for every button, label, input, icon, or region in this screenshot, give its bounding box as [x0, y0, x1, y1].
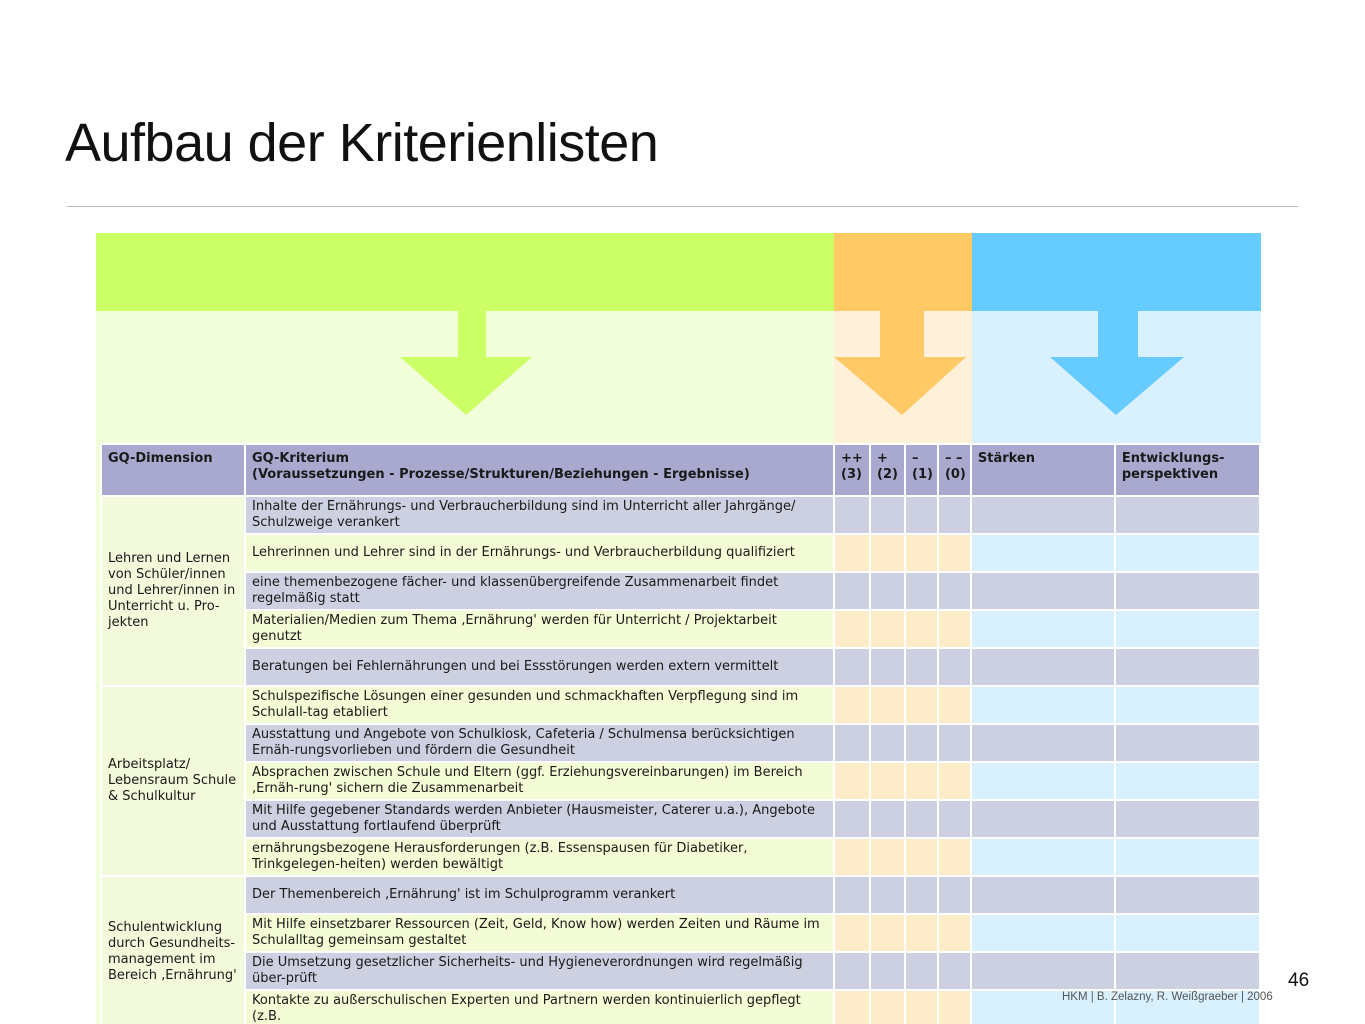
scale-0-cell[interactable]	[938, 496, 971, 534]
strengths-cell[interactable]	[971, 952, 1115, 990]
scale-0-cell[interactable]	[938, 724, 971, 762]
scale-1-cell[interactable]	[905, 610, 938, 648]
scale-0-cell[interactable]	[938, 610, 971, 648]
criterion-cell: Kontakte zu außerschulischen Experten und Partnern werden kontinuierlich gepflegt (z.B.	[245, 990, 834, 1024]
scale-3-cell[interactable]	[834, 876, 870, 914]
table-row	[101, 724, 1260, 762]
slide-title: Aufbau der Kriterienlisten	[65, 113, 659, 173]
dimension-cell: Lehren und Lernen von Schüler/innen und Lehrer/innen in Unterricht u. Pro-jekten	[101, 496, 245, 686]
criterion-cell: Schulspezifische Lösungen einer gesunden und schmackhaften Verpflegung sind im Schulall-tag etabliert	[245, 686, 834, 724]
scale-2-cell[interactable]	[870, 686, 905, 724]
development-cell[interactable]	[1115, 610, 1260, 648]
header-development: Entwicklungs-perspektiven	[1115, 444, 1260, 496]
criterion-cell: Mit Hilfe einsetzbarer Ressourcen (Zeit, Geld, Know how) werden Zeiten und Räume im Schulalltag gemeinsam gestaltet	[245, 914, 834, 952]
blue-arrow-down-icon	[1046, 311, 1186, 421]
scale-2-cell[interactable]	[870, 990, 905, 1024]
strengths-cell[interactable]	[971, 610, 1115, 648]
blue-band	[972, 233, 1261, 311]
scale-2-cell[interactable]	[870, 838, 905, 876]
strengths-cell[interactable]	[971, 838, 1115, 876]
scale-2-cell[interactable]	[870, 572, 905, 610]
scale-3-cell[interactable]	[834, 914, 870, 952]
scale-1-cell[interactable]	[905, 952, 938, 990]
table-row	[101, 534, 1260, 572]
table-row	[101, 572, 1260, 610]
criterion-cell: Lehrerinnen und Lehrer sind in der Ernährungs- und Verbraucherbildung qualifiziert	[245, 534, 834, 572]
development-cell[interactable]	[1115, 762, 1260, 800]
scale-symbol: +	[877, 451, 888, 466]
scale-1-cell[interactable]	[905, 648, 938, 686]
scale-1-cell[interactable]	[905, 800, 938, 838]
header-strengths: Stärken	[971, 444, 1115, 496]
scale-symbol: –	[912, 451, 919, 466]
title-divider	[67, 206, 1298, 207]
scale-2-cell[interactable]	[870, 648, 905, 686]
development-cell[interactable]	[1115, 838, 1260, 876]
criterion-cell: Der Themenbereich ‚Ernährung' ist im Schulprogramm verankert	[245, 876, 834, 914]
criteria-list-figure	[96, 233, 1261, 1024]
scale-3-cell[interactable]	[834, 610, 870, 648]
scale-2-cell[interactable]	[870, 800, 905, 838]
development-cell[interactable]	[1115, 952, 1260, 990]
criteria-table-body	[101, 496, 1260, 1024]
scale-1-cell[interactable]	[905, 686, 938, 724]
criterion-cell: Materialien/Medien zum Thema ‚Ernährung' werden für Unterricht / Projektarbeit genutzt	[245, 610, 834, 648]
scale-1-cell[interactable]	[905, 572, 938, 610]
scale-0-cell[interactable]	[938, 876, 971, 914]
table-row	[101, 838, 1260, 876]
strengths-cell[interactable]	[971, 496, 1115, 534]
scale-0-cell[interactable]	[938, 572, 971, 610]
scale-3-cell[interactable]	[834, 648, 870, 686]
scale-1-cell[interactable]	[905, 990, 938, 1024]
scale-1-cell[interactable]	[905, 534, 938, 572]
scale-0-cell[interactable]	[938, 534, 971, 572]
strengths-cell[interactable]	[971, 686, 1115, 724]
scale-1-cell[interactable]	[905, 724, 938, 762]
header-criterion	[245, 444, 834, 496]
header-criterion-subtitle: (Voraussetzungen - Prozesse/Strukturen/Beziehungen - Ergebnisse)	[252, 467, 750, 482]
table-row	[101, 686, 1260, 724]
development-cell[interactable]	[1115, 800, 1260, 838]
table-row	[101, 800, 1260, 838]
scale-value: (2)	[877, 467, 898, 482]
table-row	[101, 952, 1260, 990]
scale-2-cell[interactable]	[870, 610, 905, 648]
scale-3-cell[interactable]	[834, 534, 870, 572]
criterion-cell: Die Umsetzung gesetzlicher Sicherheits- und Hygieneverordnungen wird regelmäßig über-prüft	[245, 952, 834, 990]
scale-1-cell[interactable]	[905, 762, 938, 800]
scale-value: (0)	[944, 467, 966, 482]
green-band	[96, 233, 834, 311]
scale-1-cell[interactable]	[905, 838, 938, 876]
strengths-cell[interactable]	[971, 648, 1115, 686]
criterion-cell: eine themenbezogene fächer- und klassenübergreifende Zusammenarbeit findet regelmäßig statt	[245, 572, 834, 610]
footer-credit: HKM | B. Zelazny, R. Weißgraeber | 2006	[1062, 991, 1273, 1003]
criterion-cell: Mit Hilfe gegebener Standards werden Anbieter (Hausmeister, Caterer u.a.), Angebote und Ausstattung fortlaufend überprüft	[245, 800, 834, 838]
header-scale-2	[870, 444, 905, 496]
scale-0-cell[interactable]	[938, 952, 971, 990]
strengths-cell[interactable]	[971, 534, 1115, 572]
strengths-cell[interactable]	[971, 800, 1115, 838]
criterion-cell: Absprachen zwischen Schule und Eltern (ggf. Erziehungsvereinbarungen) im Bereich ‚Ernäh-rung' sichern die Zusammenarbeit	[245, 762, 834, 800]
development-cell[interactable]	[1115, 724, 1260, 762]
header-dimension: GQ-Dimension	[101, 444, 245, 496]
scale-3-cell[interactable]	[834, 800, 870, 838]
header-scale-0	[938, 444, 971, 496]
scale-3-cell[interactable]	[834, 990, 870, 1024]
table-header-row	[101, 444, 1260, 496]
table-row	[101, 496, 1260, 534]
scale-symbol: – –	[944, 451, 963, 466]
criterion-cell: Beratungen bei Fehlernährungen und bei Essstörungen werden extern vermittelt	[245, 648, 834, 686]
scale-0-cell[interactable]	[938, 800, 971, 838]
scale-2-cell[interactable]	[870, 724, 905, 762]
development-cell[interactable]	[1115, 914, 1260, 952]
development-cell[interactable]	[1115, 648, 1260, 686]
table-row	[101, 648, 1260, 686]
table-row	[101, 610, 1260, 648]
orange-arrow-down-icon	[832, 311, 972, 421]
orange-band	[834, 233, 972, 311]
scale-2-cell[interactable]	[870, 876, 905, 914]
scale-value: (3)	[841, 467, 862, 482]
scale-0-cell[interactable]	[938, 914, 971, 952]
scale-0-cell[interactable]	[938, 838, 971, 876]
scale-0-cell[interactable]	[938, 686, 971, 724]
criteria-table	[100, 443, 1261, 1024]
header-scale-1	[905, 444, 938, 496]
strengths-cell[interactable]	[971, 762, 1115, 800]
development-cell[interactable]	[1115, 876, 1260, 914]
development-cell[interactable]	[1115, 496, 1260, 534]
header-criterion-title: GQ-Kriterium	[252, 451, 349, 466]
scale-3-cell[interactable]	[834, 724, 870, 762]
scale-1-cell[interactable]	[905, 876, 938, 914]
scale-3-cell[interactable]	[834, 686, 870, 724]
criterion-cell: ernährungsbezogene Herausforderungen (z.B. Essenspausen für Diabetiker, Trinkgelegen-heiten) werden bewältigt	[245, 838, 834, 876]
strengths-cell[interactable]	[971, 914, 1115, 952]
scale-1-cell[interactable]	[905, 914, 938, 952]
scale-value: (1)	[912, 467, 933, 482]
scale-3-cell[interactable]	[834, 952, 870, 990]
scale-0-cell[interactable]	[938, 648, 971, 686]
header-scale-3	[834, 444, 870, 496]
table-row	[101, 914, 1260, 952]
scale-3-cell[interactable]	[834, 762, 870, 800]
table-row	[101, 762, 1260, 800]
scale-3-cell[interactable]	[834, 496, 870, 534]
green-arrow-down-icon	[396, 311, 536, 421]
scale-1-cell[interactable]	[905, 496, 938, 534]
strengths-cell[interactable]	[971, 572, 1115, 610]
scale-2-cell[interactable]	[870, 534, 905, 572]
development-cell[interactable]	[1115, 534, 1260, 572]
dimension-cell: Schulentwicklung durch Gesundheits-management im Bereich ‚Ernährung'	[101, 876, 245, 1024]
criterion-cell: Ausstattung und Angebote von Schulkiosk, Cafeteria / Schulmensa berücksichtigen Ernäh-rungsvorlieben und fördern die Gesundheit	[245, 724, 834, 762]
strengths-cell[interactable]	[971, 724, 1115, 762]
scale-symbol: ++	[841, 451, 863, 466]
criterion-cell: Inhalte der Ernährungs- und Verbraucherbildung sind im Unterricht aller Jahrgänge/ Schulzweige verankert	[245, 496, 834, 534]
scale-2-cell[interactable]	[870, 952, 905, 990]
page-number: 46	[1288, 970, 1310, 991]
scale-2-cell[interactable]	[870, 914, 905, 952]
strengths-cell[interactable]	[971, 876, 1115, 914]
dimension-cell: Arbeitsplatz/ Lebensraum Schule & Schulkultur	[101, 686, 245, 876]
development-cell[interactable]	[1115, 572, 1260, 610]
scale-3-cell[interactable]	[834, 572, 870, 610]
scale-3-cell[interactable]	[834, 838, 870, 876]
table-row	[101, 876, 1260, 914]
scale-0-cell[interactable]	[938, 762, 971, 800]
scale-2-cell[interactable]	[870, 496, 905, 534]
scale-2-cell[interactable]	[870, 762, 905, 800]
scale-0-cell[interactable]	[938, 990, 971, 1024]
development-cell[interactable]	[1115, 686, 1260, 724]
